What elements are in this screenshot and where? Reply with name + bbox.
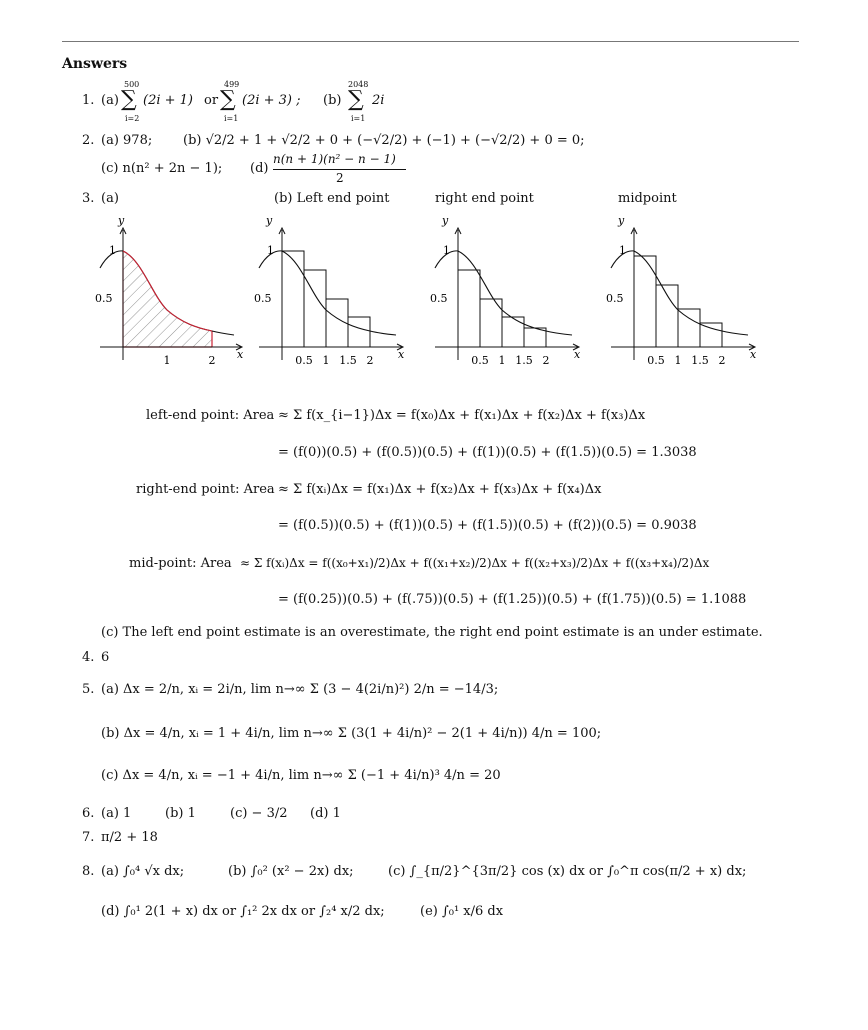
q3-number: 3. <box>82 191 95 206</box>
right-end-label: right-end point: Area <box>136 482 275 497</box>
graph-right-tick-05: 0.5 <box>430 292 448 305</box>
q8-c: (c) ∫_{π/2}^{3π/2} cos (x) dx or ∫₀^π cos(π/2 + x) dx; <box>388 864 747 879</box>
graph-mid-xtick-05: 0.5 <box>647 354 665 367</box>
q1-sum1-top: 500 <box>124 80 140 89</box>
q5-a: (a) Δx = 2/n, xᵢ = 2i/n, lim n→∞ Σ (3 − 4(2i/n)²) 2/n = −14/3; <box>101 682 499 697</box>
graph-mid <box>608 210 768 370</box>
q8-d: (d) ∫₀¹ 2(1 + x) dx or ∫₁² 2x dx or ∫₂⁴ x/2 dx; <box>101 904 385 919</box>
graph-mid-xtick-2: 2 <box>718 354 726 367</box>
graph-mid-tick-05: 0.5 <box>606 292 624 305</box>
q8-b: (b) ∫₀² (x² − 2x) dx; <box>228 864 354 879</box>
q1-sum3-body: 2i <box>372 93 385 108</box>
graph-right-xtick-15: 1.5 <box>515 354 533 367</box>
q1-number: 1. <box>82 93 95 108</box>
graph-mid-x-label: x <box>750 348 757 361</box>
q1-sum2-top: 499 <box>224 80 240 89</box>
graph-mid-tick-1: 1 <box>619 244 626 257</box>
right-rect-1 <box>458 270 480 347</box>
mid-rect-3 <box>678 309 700 347</box>
q5-number: 5. <box>82 682 95 697</box>
q2-a: (a) 978; <box>101 133 153 148</box>
q4-answer: 6 <box>101 650 110 665</box>
q2-d-denominator: 2 <box>336 171 344 185</box>
mid-point-line1: ≈ Σ f(xᵢ)Δx = f((x₀+x₁)/2)Δx + f((x₁+x₂)/2)Δx + f((x₂+x₃)/2)Δx + f((x₃+x₄)/2)Δx <box>240 556 710 570</box>
graph-left-x-label: x <box>398 348 405 361</box>
q1-sum1-body: (2i + 1) <box>143 93 194 108</box>
graph-left-xtick-05: 0.5 <box>295 354 313 367</box>
right-end-line1: ≈ Σ f(xᵢ)Δx = f(x₁)Δx + f(x₂)Δx + f(x₃)Δx + f(x₄)Δx <box>278 482 602 497</box>
q2-d-numerator: n(n + 1)(n² − n − 1) <box>273 152 396 166</box>
graph-right-xtick-05: 0.5 <box>471 354 489 367</box>
left-end-line1: ≈ Σ f(x_{i−1})Δx = f(x₀)Δx + f(x₁)Δx + f(x₂)Δx + f(x₃)Δx <box>278 408 646 423</box>
q3-a-label: (a) <box>101 191 119 206</box>
q2-b: (b) √2/2 + 1 + √2/2 + 0 + (−√2/2) + (−1) + (−√2/2) + 0 = 0; <box>183 133 585 148</box>
q1-sum1-sigma: ∑ <box>121 87 137 112</box>
q1-sum3-sigma: ∑ <box>348 87 364 112</box>
graph-left-tick-1: 1 <box>267 244 274 257</box>
q1-sum3-top: 2048 <box>348 80 369 89</box>
graph-mid-xtick-1: 1 <box>674 354 682 367</box>
graph-a-y-label: y <box>118 214 125 227</box>
q2-d-fraction-bar <box>273 169 406 170</box>
graph-a-shaded-region <box>123 251 212 347</box>
q8-e: (e) ∫₀¹ x/6 dx <box>420 904 504 919</box>
q1-sum3-bottom: i=1 <box>351 114 366 123</box>
q5-c: (c) Δx = 4/n, xᵢ = −1 + 4i/n, lim n→∞ Σ (−1 + 4i/n)³ 4/n = 20 <box>101 768 501 783</box>
q2-number: 2. <box>82 133 95 148</box>
q1-b-label: (b) <box>323 93 342 108</box>
q1-sum2-bottom: i=1 <box>224 114 239 123</box>
right-rect-3 <box>502 317 524 347</box>
left-rect-4 <box>348 317 370 347</box>
q7-number: 7. <box>82 830 95 845</box>
graph-left-xtick-15: 1.5 <box>339 354 357 367</box>
q7-answer: π/2 + 18 <box>101 830 158 845</box>
graph-a-xtick-1: 1 <box>163 354 171 367</box>
graph-title-mid: midpoint <box>618 191 677 206</box>
graph-mid-y-label: y <box>618 214 625 227</box>
mid-rect-4 <box>700 323 722 347</box>
right-end-line2: = (f(0.5))(0.5) + (f(1))(0.5) + (f(1.5))(0.5) + (f(2))(0.5) = 0.9038 <box>278 518 697 533</box>
graph-left-y-label: y <box>266 214 273 227</box>
graph-right-y-label: y <box>442 214 449 227</box>
q1-sum2-body: (2i + 3) ; <box>242 93 301 108</box>
q6-b: (b) 1 <box>165 806 196 821</box>
q8-a: (a) ∫₀⁴ √x dx; <box>101 864 185 879</box>
graph-right-xtick-1: 1 <box>498 354 506 367</box>
top-rule <box>62 41 799 42</box>
graph-mid-xtick-15: 1.5 <box>691 354 709 367</box>
graph-left-tick-05: 0.5 <box>254 292 272 305</box>
graph-right-xtick-2: 2 <box>542 354 550 367</box>
left-rect-3 <box>326 299 348 347</box>
graph-a-tick-1: 1 <box>109 244 116 257</box>
graph-title-right: right end point <box>435 191 534 206</box>
graph-a-tick-05: 0.5 <box>95 292 113 305</box>
graph-title-left: (b) Left end point <box>274 191 390 206</box>
left-end-line2: = (f(0))(0.5) + (f(0.5))(0.5) + (f(1))(0.5) + (f(1.5))(0.5) = 1.3038 <box>278 445 697 460</box>
q3-c: (c) The left end point estimate is an overestimate, the right end point estimate is an under estimate. <box>101 625 763 640</box>
right-rect-4 <box>524 328 546 347</box>
answers-heading: Answers <box>62 56 128 72</box>
mid-point-line2: = (f(0.25))(0.5) + (f(.75))(0.5) + (f(1.25))(0.5) + (f(1.75))(0.5) = 1.1088 <box>278 592 747 607</box>
left-end-label: left-end point: Area <box>146 408 275 423</box>
graph-left <box>256 210 416 370</box>
q6-a: (a) 1 <box>101 806 132 821</box>
q6-c: (c) − 3/2 <box>230 806 288 821</box>
q1-sum1-bottom: i=2 <box>125 114 140 123</box>
q1-sum2-sigma: ∑ <box>220 87 236 112</box>
graph-right <box>432 210 592 370</box>
q6-number: 6. <box>82 806 95 821</box>
graph-right-x-label: x <box>574 348 581 361</box>
left-rect-1 <box>282 251 304 347</box>
q4-number: 4. <box>82 650 95 665</box>
q1-a-label: (a) <box>101 93 119 108</box>
graph-right-tick-1: 1 <box>443 244 450 257</box>
graph-a <box>92 210 252 370</box>
q8-number: 8. <box>82 864 95 879</box>
q5-b: (b) Δx = 4/n, xᵢ = 1 + 4i/n, lim n→∞ Σ (3(1 + 4i/n)² − 2(1 + 4i/n)) 4/n = 100; <box>101 726 602 741</box>
graph-a-x-label: x <box>237 348 244 361</box>
mid-point-label: mid-point: Area <box>129 556 232 571</box>
q2-d-label: (d) <box>250 161 269 176</box>
graph-left-xtick-2: 2 <box>366 354 374 367</box>
q6-d: (d) 1 <box>310 806 341 821</box>
q1-or: or <box>204 93 219 108</box>
graph-left-xtick-1: 1 <box>322 354 330 367</box>
graph-a-xtick-2: 2 <box>208 354 216 367</box>
q2-c: (c) n(n² + 2n − 1); <box>101 161 223 176</box>
